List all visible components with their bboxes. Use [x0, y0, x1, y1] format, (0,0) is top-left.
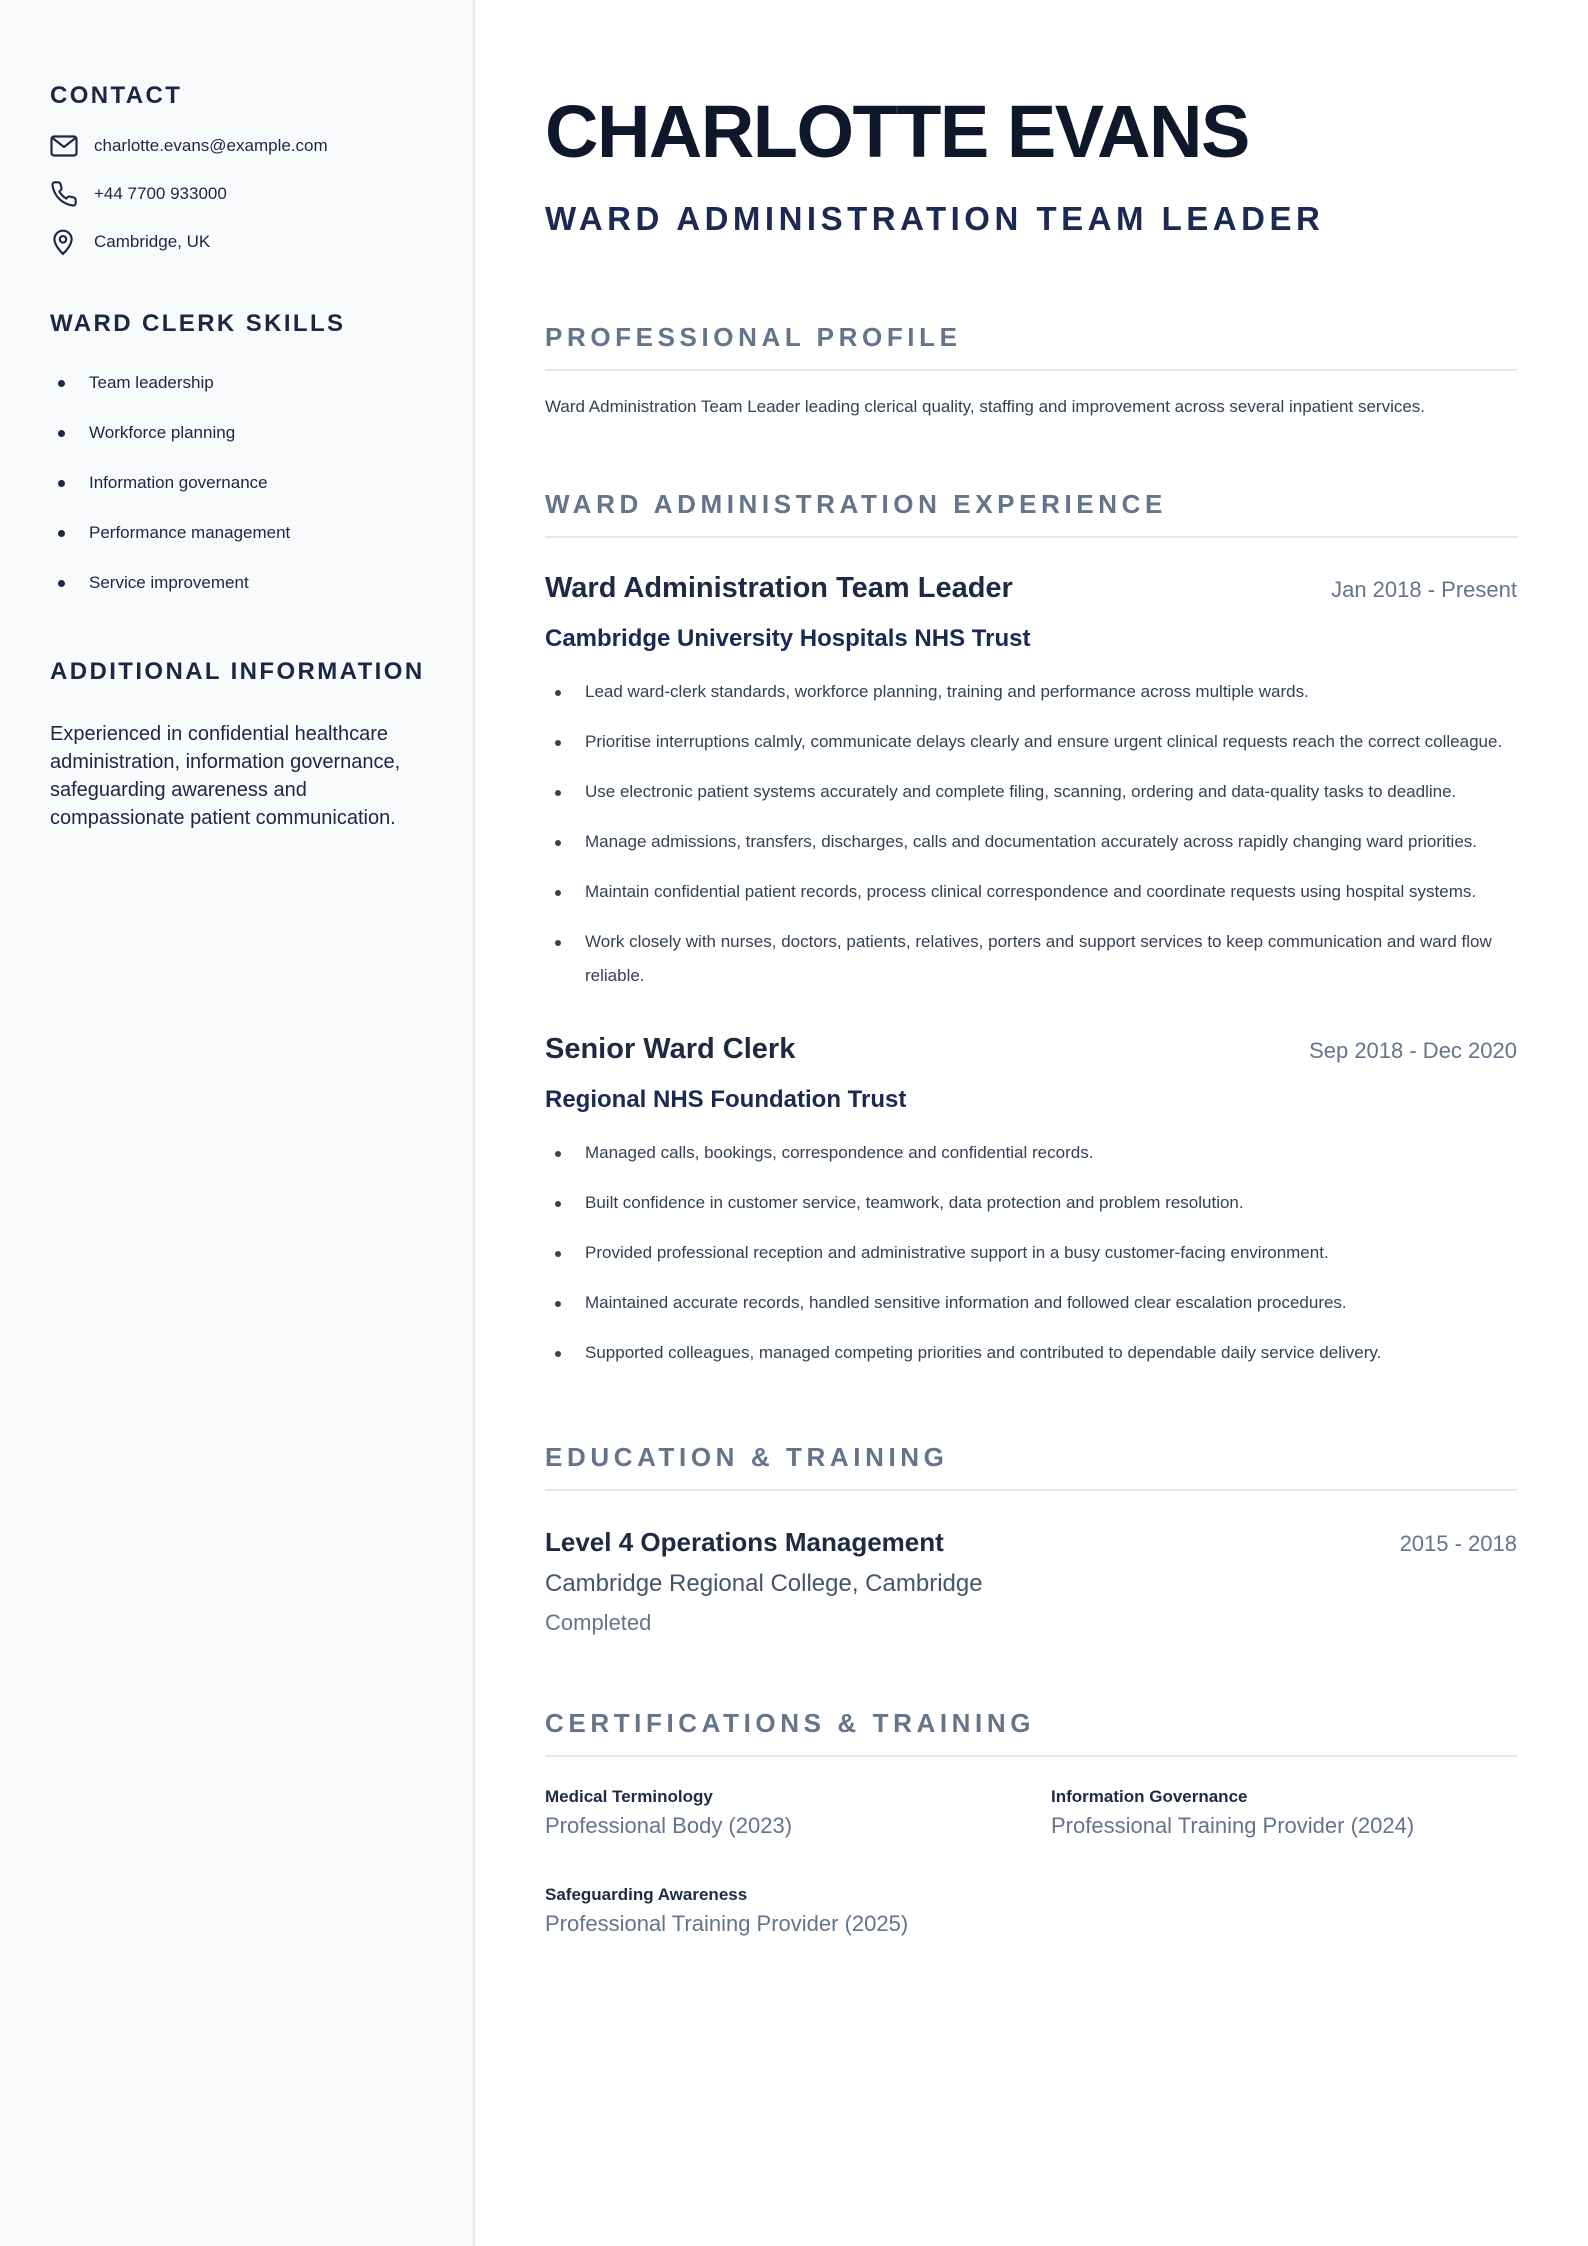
- education-entry: [545, 1527, 1517, 1636]
- main-content: [475, 0, 1586, 2246]
- job-entry: [545, 1033, 1517, 1370]
- candidate-name: CHARLOTTE EVANS: [545, 90, 1249, 173]
- contact-phone-text: +44 7700 933000: [94, 184, 227, 203]
- job-bullet: Provided professional reception and administrative support in a busy customer-facing environment.: [545, 1236, 1517, 1270]
- education-header: [545, 1527, 1517, 1558]
- job-entry: [545, 572, 1517, 993]
- envelope-icon: [50, 132, 80, 160]
- bullet-dot: [58, 380, 65, 387]
- candidate-role: WARD ADMINISTRATION TEAM LEADER: [545, 200, 1325, 237]
- skill-item: [50, 422, 433, 444]
- job-bullet: Maintain confidential patient records, process clinical correspondence and coordinate requests using hospital systems.: [545, 875, 1517, 909]
- contact-location-text: Cambridge, UK: [94, 232, 211, 251]
- job-bullet: Maintained accurate records, handled sensitive information and followed clear escalation procedures.: [545, 1286, 1517, 1320]
- education-years: 2015 - 2018: [1399, 1531, 1517, 1556]
- profile-text: Ward Administration Team Leader leading clerical quality, staffing and improvement across several inpatient services.: [545, 397, 1426, 416]
- certifications-grid: [545, 1787, 1517, 1937]
- certifications-heading: CERTIFICATIONS & TRAINING: [545, 1708, 1517, 1757]
- contact-list: [50, 134, 433, 254]
- job-header: [545, 572, 1517, 605]
- contact-email-text: charlotte.evans@example.com: [94, 136, 328, 155]
- job-bullet: Manage admissions, transfers, discharges, calls and documentation accurately across rapidly changing ward priorities.: [545, 825, 1517, 859]
- education-school: Cambridge Regional College, Cambridge: [545, 1570, 983, 1597]
- sidebar: [0, 0, 475, 2246]
- bullet-dot: [58, 530, 65, 537]
- skill-label: Service improvement: [89, 573, 249, 592]
- job-dates: Jan 2018 - Present: [1331, 577, 1517, 602]
- job-dates: Sep 2018 - Dec 2020: [1309, 1038, 1517, 1063]
- skill-label: Performance management: [89, 523, 291, 542]
- job-title: Senior Ward Clerk: [545, 1033, 796, 1065]
- job-bullet: Work closely with nurses, doctors, patients, relatives, porters and support services to keep communication and ward flow reliable.: [545, 925, 1517, 993]
- additional-info-text: Experienced in confidential healthcare administration, information governance, safeguarding awareness and compassionate patient communication.: [50, 723, 401, 829]
- job-bullets: [545, 1136, 1517, 1370]
- certification-item: [545, 1885, 1051, 1937]
- job-bullet: Built confidence in customer service, teamwork, data protection and problem resolution.: [545, 1186, 1517, 1220]
- skill-label: Information governance: [89, 473, 268, 492]
- skill-item: [50, 572, 433, 594]
- job-bullets: [545, 675, 1517, 993]
- skill-item: [50, 472, 433, 494]
- certification-provider: Professional Body (2023): [545, 1813, 793, 1838]
- bullet-dot: [58, 580, 65, 587]
- job-organization: Cambridge University Hospitals NHS Trust: [545, 625, 1031, 652]
- job-bullet: Lead ward-clerk standards, workforce planning, training and performance across multiple wards.: [545, 675, 1517, 709]
- contact-heading: CONTACT: [50, 82, 183, 109]
- skill-item: [50, 522, 433, 544]
- job-header: [545, 1033, 1517, 1066]
- profile-heading: PROFESSIONAL PROFILE: [545, 322, 1517, 371]
- skills-list: [50, 372, 433, 594]
- certification-name: Safeguarding Awareness: [545, 1885, 748, 1904]
- certification-provider: Professional Training Provider (2024): [1051, 1813, 1415, 1838]
- job-bullet: Prioritise interruptions calmly, communicate delays clearly and ensure urgent clinical requests reach the correct colleague.: [545, 725, 1517, 759]
- job-bullet: Managed calls, bookings, correspondence and confidential records.: [545, 1136, 1517, 1170]
- contact-location: [50, 230, 433, 254]
- education-heading: EDUCATION & TRAINING: [545, 1442, 1517, 1491]
- education-degree: Level 4 Operations Management: [545, 1527, 944, 1557]
- additional-info-heading: ADDITIONAL INFORMATION: [50, 658, 425, 685]
- bullet-dot: [58, 430, 65, 437]
- certification-name: Information Governance: [1051, 1787, 1248, 1806]
- skill-item: [50, 372, 433, 394]
- certification-item: [1051, 1787, 1517, 1839]
- job-title: Ward Administration Team Leader: [545, 572, 1013, 604]
- job-bullet: Supported colleagues, managed competing priorities and contributed to dependable daily service delivery.: [545, 1336, 1517, 1370]
- bullet-dot: [58, 480, 65, 487]
- job-organization: Regional NHS Foundation Trust: [545, 1086, 907, 1113]
- job-bullet: Use electronic patient systems accurately and complete filing, scanning, ordering and data-quality tasks to deadline.: [545, 775, 1517, 809]
- map-pin-icon: [50, 228, 80, 256]
- skills-heading: WARD CLERK SKILLS: [50, 310, 346, 337]
- certification-provider: Professional Training Provider (2025): [545, 1911, 909, 1936]
- education-status: Completed: [545, 1610, 652, 1635]
- phone-icon: [50, 180, 80, 208]
- skill-label: Workforce planning: [89, 423, 236, 442]
- certification-name: Medical Terminology: [545, 1787, 713, 1806]
- contact-phone[interactable]: [50, 182, 433, 206]
- contact-email[interactable]: [50, 134, 433, 158]
- skill-label: Team leadership: [89, 373, 214, 392]
- experience-heading: WARD ADMINISTRATION EXPERIENCE: [545, 489, 1517, 538]
- certification-item: [545, 1787, 1051, 1839]
